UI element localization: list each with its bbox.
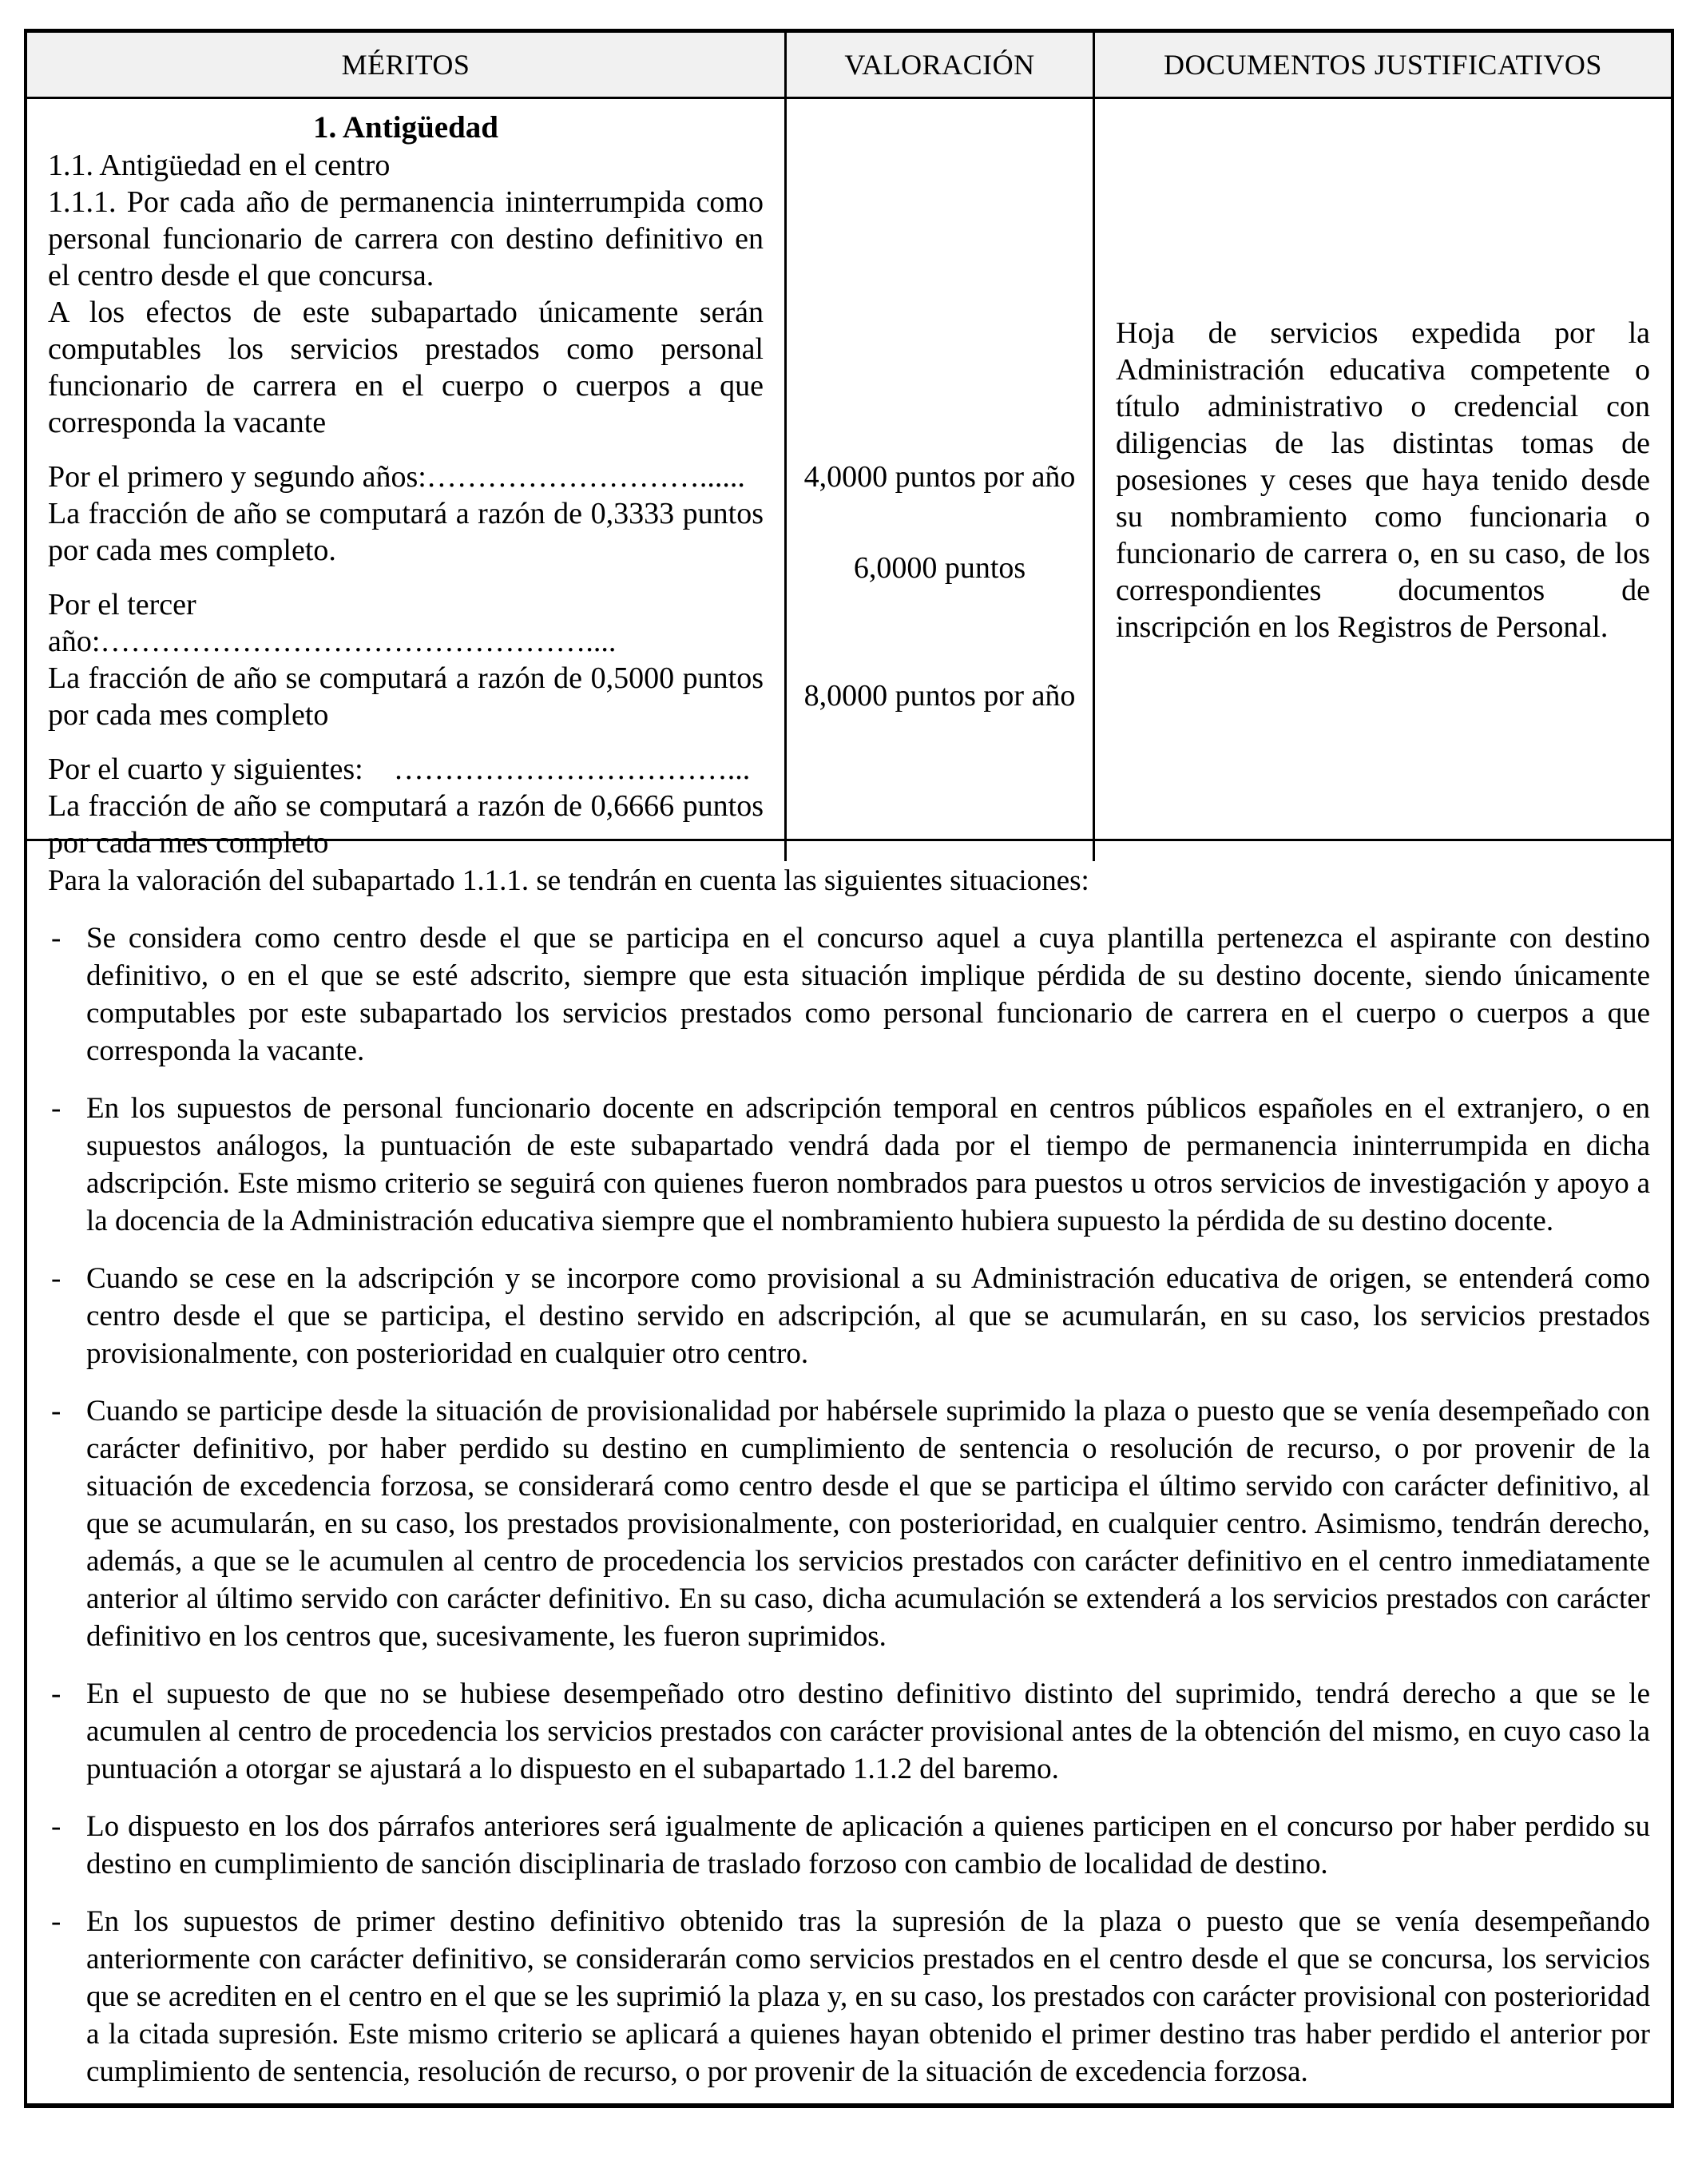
header-cell-meritos <box>27 33 784 97</box>
bullet-marker: - <box>51 1262 61 1295</box>
header-cell-documentos <box>1093 33 1671 97</box>
row-antiguedad <box>27 99 1671 860</box>
situacion-text: Cuando se participe desde la situación de provisionalidad por habérsele suprimido la plaza o puesto que se venía desempeñado con carácter definitivo, por haber perdido su destino en cumplimiento de sentencia o resolución de recurso, o por provenir de la situación de excedencia forzosa, se considerará como centro desde el que se participa el último servido con carácter definitivo, al que se acumularán, en su caso, los prestados provisionalmente, con posterioridad, en cualquier centro. Asimismo, tendrán derecho, además, a que se le acumulen al centro de procedencia los servicios prestados con carácter definitivo en el centro inmediatamente anterior al último servido con carácter definitivo. En su caso, dicha acumulación se extenderá a los servicios prestados con carácter definitivo en los centros que, sucesivamente, les fueron suprimidos. <box>86 1395 1650 1653</box>
merit-item-label: Por el cuarto y siguientes: ……………………………... <box>48 752 751 786</box>
paragraph-efectos: A los efectos de este subapartado únicamente serán computables los servicios prestados como personal funcionario de carrera en el cuerpo o cuerpos a que corresponda la vacante <box>48 296 764 439</box>
situacion-item-5 <box>48 1675 1650 1788</box>
documentos-text: Hoja de servicios expedida por la Administración educativa competente o título administrativo o credencial con diligencias de las distintas tomas de posesiones y ceses que haya tenido desde su nombramiento como funcionaria o funcionario de carrera o, en su caso, de los correspondientes documentos de inscripción en los Registros de Personal. <box>1116 316 1650 644</box>
situacion-item-4 <box>48 1392 1650 1655</box>
merit-item-cuarto <box>48 751 764 861</box>
situacion-item-1 <box>48 919 1650 1070</box>
merit-item-tercer <box>48 586 764 733</box>
bullet-marker: - <box>51 1678 61 1710</box>
situacion-text: Lo dispuesto en los dos párrafos anteriores será igualmente de aplicación a quienes participen en el concurso por haber perdido su destino en cumplimiento de sanción disciplinaria de traslado forzoso con cambio de localidad de destino. <box>86 1810 1650 1880</box>
cell-meritos-antiguedad <box>27 99 784 861</box>
paragraph-1-1-1: 1.1.1. Por cada año de permanencia ininterrumpida como personal funcionario de carrera con destino definitivo en el centro desde el que concursa. <box>48 185 764 292</box>
situacion-item-3 <box>48 1260 1650 1372</box>
situacion-item-6 <box>48 1808 1650 1883</box>
valoracion-value-3: 8,0000 puntos por año <box>803 679 1076 713</box>
merit-item-primer-segundo <box>48 459 764 569</box>
bullet-marker: - <box>51 1810 61 1843</box>
merit-item-label: Por el tercer año:………………………………………….... <box>48 588 617 658</box>
valoracion-value-1: 4,0000 puntos por año <box>803 460 1076 494</box>
merit-item-detail: La fracción de año se computará a razón de 0,6666 puntos por cada mes completo <box>48 789 764 860</box>
bullet-marker: - <box>51 1092 61 1125</box>
situacion-item-2 <box>48 1090 1650 1240</box>
situacion-item-7 <box>48 1903 1650 2091</box>
situacion-text: En el supuesto de que no se hubiese desempeñado otro destino definitivo distinto del suprimido, tendrá derecho a que se le acumulen al centro de procedencia los servicios prestados con carácter provisional antes de la obtención del mismo, en cuyo caso la puntuación a otorgar se ajustará a lo dispuesto en el subapartado 1.1.2 del baremo. <box>86 1678 1650 1785</box>
situacion-text: Cuando se cese en la adscripción y se incorpore como provisional a su Administración educativa de origen, se entenderá como centro desde el que se participa, el destino servido en adscripción, al que se acumularán, en su caso, los servicios prestados provisionalmente, con posterioridad en cualquier otro centro. <box>86 1262 1650 1370</box>
bullet-marker: - <box>51 1395 61 1428</box>
section-title-antiguedad: 1. Antigüedad <box>313 110 498 145</box>
situacion-text: En los supuestos de personal funcionario docente en adscripción temporal en centros públicos españoles en el extranjero, o en supuestos análogos, la puntuación de este subapartado vendrá dada por el tiempo de permanencia ininterrumpida en dicha adscripción. Este mismo criterio se seguirá con quienes fueron nombrados para puestos u otros servicios de investigación y apoyo a la docencia de la Administración educativa siempre que el nombramiento hubiera supuesto la pérdida de su destino docente. <box>86 1092 1650 1237</box>
situaciones-intro: Para la valoración del subapartado 1.1.1. se tendrán en cuenta las siguientes situaciones: <box>48 864 1089 897</box>
merits-table <box>24 29 1674 2108</box>
valoracion-value-2: 6,0000 puntos <box>853 551 1026 585</box>
situacion-text: En los supuestos de primer destino definitivo obtenido tras la supresión de la plaza o puesto que se venía desempeñando anteriormente con carácter definitivo, se considerarán como servicios prestados en el centro desde el que se concursa, los servicios que se acrediten en el centro en el que se les suprimió la plaza y, en su caso, los prestados con carácter provisional con posterioridad a la citada supresión. Este mismo criterio se aplicará a quienes hayan obtenido el primer destino tras haber perdido el anterior por cumplimiento de sentencia, resolución de recurso, o por provenir de la situación de excedencia forzosa. <box>86 1905 1650 2088</box>
table-header-row <box>27 33 1671 99</box>
header-label-documentos: DOCUMENTOS JUSTIFICATIVOS <box>1164 49 1602 81</box>
bullet-marker: - <box>51 1905 61 1938</box>
row-situaciones <box>27 839 1671 2103</box>
merit-item-label: Por el primero y segundo años:………………………...... <box>48 460 745 494</box>
bullet-marker: - <box>51 922 61 955</box>
header-cell-valoracion <box>784 33 1093 97</box>
cell-valoracion-antiguedad <box>784 99 1093 861</box>
paragraph-1-1: 1.1. Antigüedad en el centro <box>48 149 391 182</box>
situacion-text: Se considera como centro desde el que se participa en el concurso aquel a cuya plantilla pertenezca el aspirante con destino definitivo, o en el que se esté adscrito, siempre que esta situación implique pérdida de su destino docente, siendo únicamente computables por este subapartado los servicios prestados como personal funcionario de carrera en el cuerpo o cuerpos a que corresponda la vacante. <box>86 922 1650 1067</box>
cell-documentos-antiguedad <box>1093 99 1671 861</box>
header-label-meritos: MÉRITOS <box>341 49 470 81</box>
merit-item-detail: La fracción de año se computará a razón de 0,3333 puntos por cada mes completo. <box>48 497 764 567</box>
header-label-valoracion: VALORACIÓN <box>844 49 1035 81</box>
merit-item-detail: La fracción de año se computará a razón de 0,5000 puntos por cada mes completo <box>48 661 764 732</box>
